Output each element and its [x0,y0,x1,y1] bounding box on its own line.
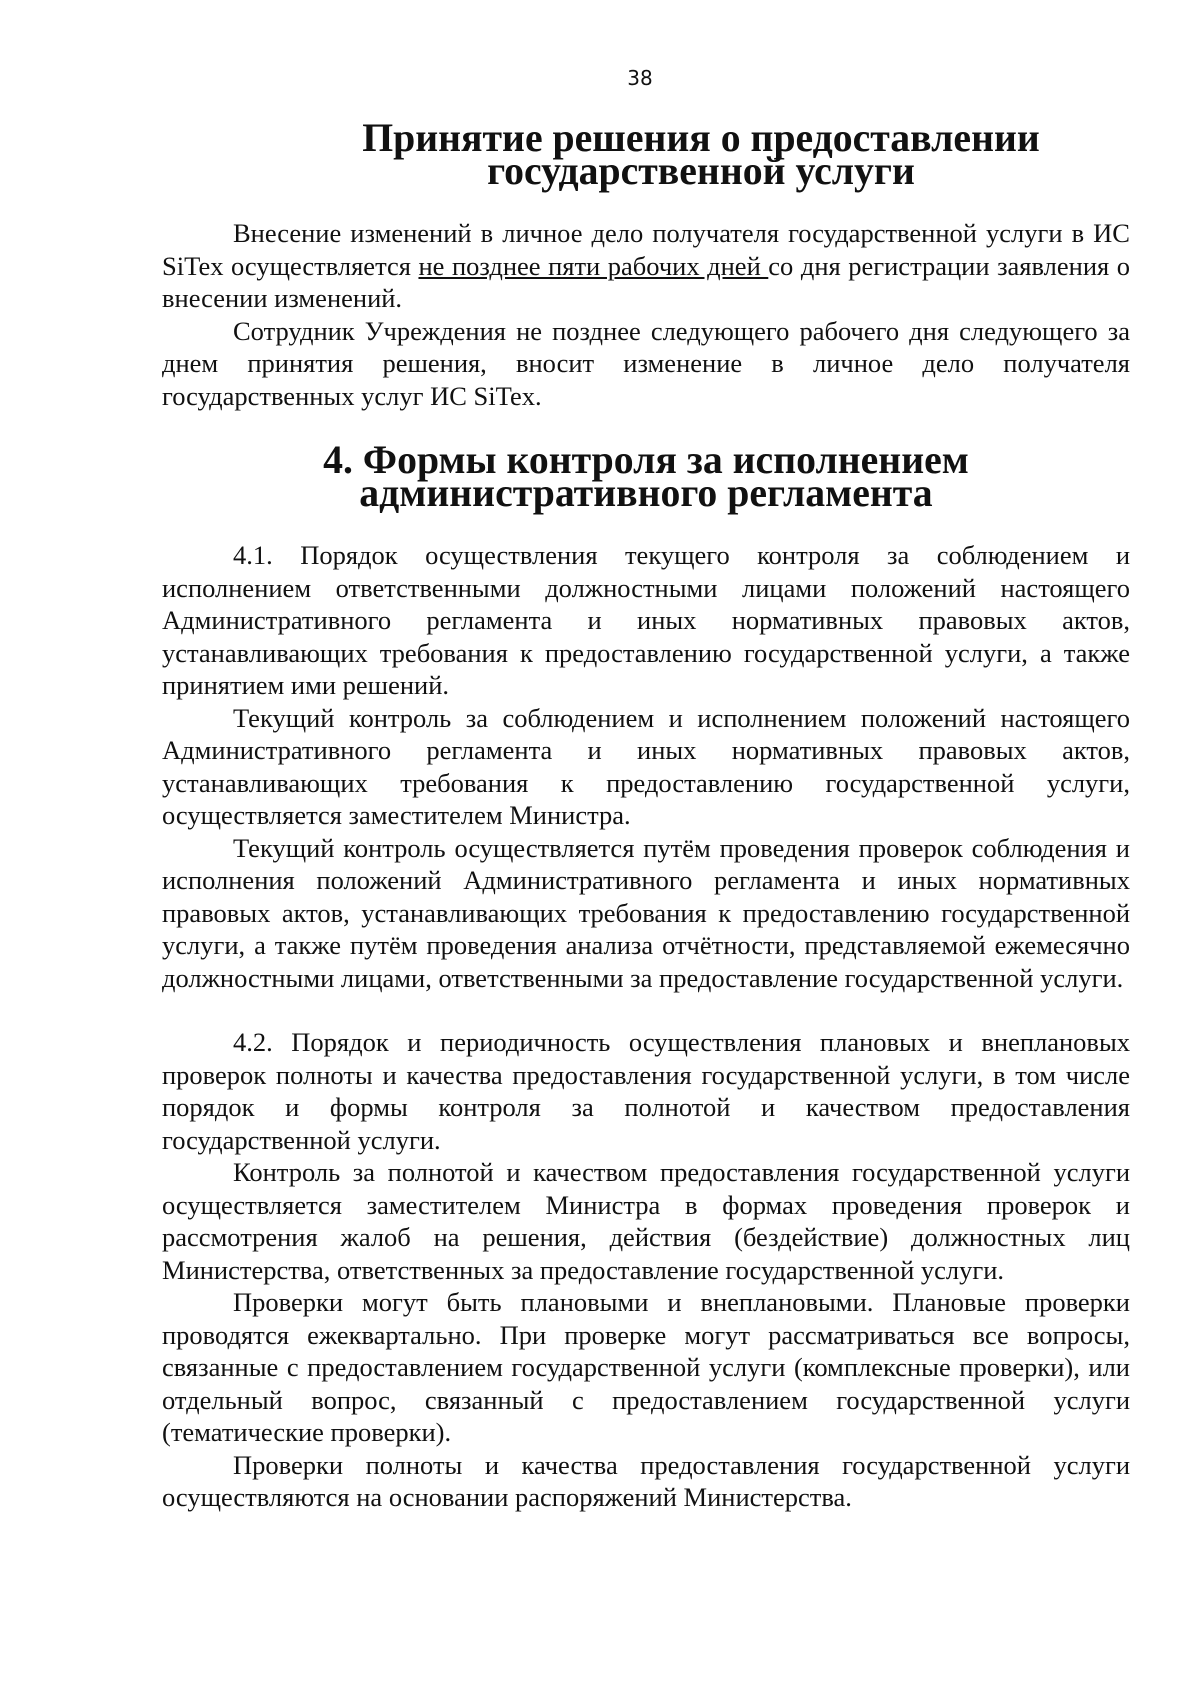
paragraph-4-2: 4.2. Порядок и периодичность осуществления плановых и внеплановых проверок полноты и качества предоставления государственной услуги, в том числе порядок и формы контроля за полнотой и качеством предоставления государственной услуги. [162,1027,1130,1155]
heading-line: 4. Формы контроля за исполнением [323,438,969,482]
paragraph-4-1: 4.1. Порядок осуществления текущего контроля за соблюдением и исполнением ответственными должностными лицами положений настоящего Административного регламента и иных нормативных правовых актов, устанавливающих требования к предоставлению государственной услуги, а также принятием ими решений. [162,540,1130,700]
paragraph-text: Внесение изменений в личное дело получателя государственной услуги в ИС SiTex осуществляется [162,218,1130,281]
page-number: 38 [627,66,653,90]
heading-line: административного регламента [359,470,933,515]
document-body [162,116,1130,1514]
paragraph-4-2-a: Контроль за полнотой и качеством предоставления государственной услуги осуществляется заместителем Министра в формах проведения проверок и рассмотрения жалоб на решения, действия (бездействие) должностных лиц Министерства, ответственных за предоставление государственной услуги. [162,1157,1130,1285]
paragraph-text: со дня регистрации заявления о внесении изменений. [162,250,1130,313]
paragraph-4-1-b: Текущий контроль осуществляется путём проведения проверок соблюдения и исполнения положений Административного регламента и иных нормативных правовых актов, устанавливающих требования к предоставлению государственной услуги, а также путём проведения анализа отчётности, представляемой ежемесячно должностными лицами, ответственными за предоставление государственной услуги. [162,832,1130,993]
paragraph-changes-deadline [162,217,1130,315]
heading-section-4 [162,438,1130,515]
paragraph-employee-update: Сотрудник Учреждения не позднее следующего рабочего дня следующего за днем принятия решения, вносит изменение в личное дело получателя государственных услуг ИС SiTex. [162,315,1130,411]
paragraph-4-1-a: Текущий контроль за соблюдением и исполнением положений настоящего Административного регламента и иных нормативных правовых актов, устанавливающих требования к предоставлению государственной услуги, осуществляется заместителем Министра. [162,702,1130,830]
paragraph-gap [162,994,1130,1026]
paragraph-4-2-b: Проверки могут быть плановыми и внеплановыми. Плановые проверки проводятся ежеквартально. При проверке могут рассматриваться все вопросы, связанные с предоставлением государственной услуги (комплексные проверки), или отдельный вопрос, связанный с предоставлением государственной услуги (тематические проверки). [162,1287,1130,1447]
underlined-deadline: не позднее пяти рабочих дней [418,250,769,281]
heading-decision: Принятие решения о предоставлении государственной услуги [362,116,1040,193]
paragraph-4-2-c: Проверки полноты и качества предоставления государственной услуги осуществляются на основании распоряжений Министерства. [162,1449,1130,1512]
